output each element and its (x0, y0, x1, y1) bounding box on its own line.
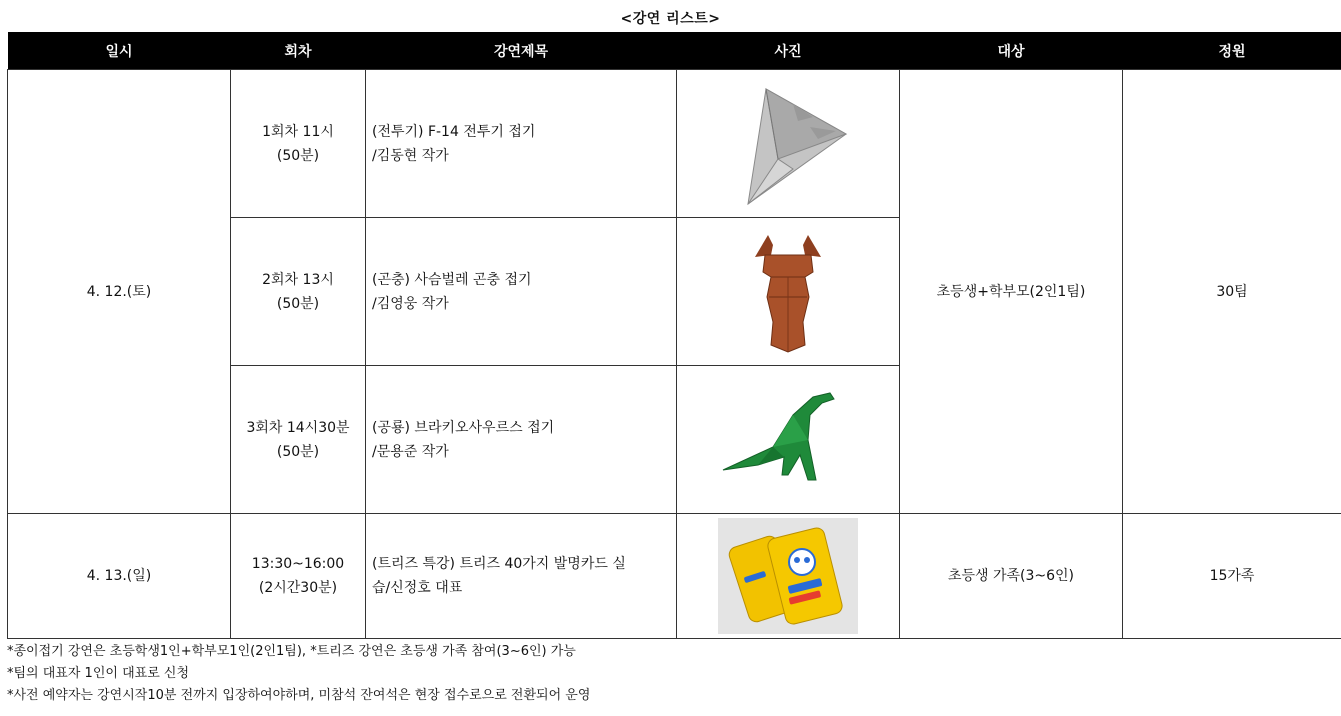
lecture-instructor: 습/신정호 대표 (372, 580, 463, 596)
session-time: 3회차 14시30분 (246, 419, 350, 436)
table-row (8, 70, 1341, 218)
date-cell: 4. 13.(일) (8, 514, 231, 639)
session-time: 13:30~16:00 (251, 556, 345, 572)
header-capacity: 정원 (1123, 32, 1341, 70)
lecture-title-cell (366, 70, 677, 218)
lecture-title-cell (366, 514, 677, 639)
lecture-title: (공룡) 브라키오사우르스 접기 (372, 419, 555, 436)
header-photo: 사진 (677, 32, 900, 70)
table-header-row (8, 32, 1341, 70)
lecture-instructor: /김영웅 작가 (372, 295, 449, 312)
session-cell (231, 70, 366, 218)
session-duration: (2시간30분) (258, 580, 338, 596)
note-line: *종이접기 강연은 초등학생1인+학부모1인(2인1팀), *트리즈 강연은 초등생 가족 참여(3~6인) 가능 (7, 644, 576, 659)
lecture-title: (곤충) 사슴벌레 곤충 접기 (372, 271, 532, 288)
paper-fighter-jet-icon (718, 79, 858, 209)
capacity-cell: 30팀 (1123, 70, 1341, 514)
paper-brachiosaurus-icon (718, 385, 858, 495)
notes (7, 641, 590, 707)
note-line: *팀의 대표자 1인이 대표로 신청 (7, 666, 189, 681)
photo-cell (677, 366, 900, 514)
session-duration: (50분) (276, 443, 320, 460)
lecture-title-cell (366, 218, 677, 366)
lecture-schedule-table (7, 32, 1341, 639)
session-time: 2회차 13시 (262, 271, 334, 288)
lecture-title: (전투기) F-14 전투기 접기 (372, 123, 536, 140)
session-cell (231, 366, 366, 514)
photo-cell (677, 70, 900, 218)
session-cell (231, 514, 366, 639)
paper-stag-beetle-icon (743, 227, 833, 357)
note-line: *사전 예약자는 강연시작10분 전까지 입장하여야하며, 미참석 잔여석은 현장 접수로으로 전환되어 운영 (7, 688, 591, 703)
table-row (8, 514, 1341, 639)
header-session: 회차 (231, 32, 366, 70)
lecture-instructor: /문용준 작가 (372, 443, 449, 460)
photo-cell (677, 218, 900, 366)
target-cell: 초등생 가족(3~6인) (900, 514, 1123, 639)
lecture-title-cell (366, 366, 677, 514)
lecture-title: (트리즈 특강) 트리즈 40가지 발명카드 실 (372, 556, 626, 572)
capacity-cell: 15가족 (1123, 514, 1341, 639)
target-cell: 초등생+학부모(2인1팀) (900, 70, 1123, 514)
lecture-instructor: /김동현 작가 (372, 147, 449, 164)
photo-cell (677, 514, 900, 639)
invention-card-tins-icon (718, 518, 858, 634)
session-duration: (50분) (276, 147, 320, 164)
header-title: 강연제목 (366, 32, 677, 70)
page-title: <강연 리스트> (620, 11, 721, 27)
session-time: 1회차 11시 (262, 123, 334, 140)
header-target: 대상 (900, 32, 1123, 70)
session-cell (231, 218, 366, 366)
header-date: 일시 (8, 32, 231, 70)
date-cell: 4. 12.(토) (8, 70, 231, 514)
session-duration: (50분) (276, 295, 320, 312)
